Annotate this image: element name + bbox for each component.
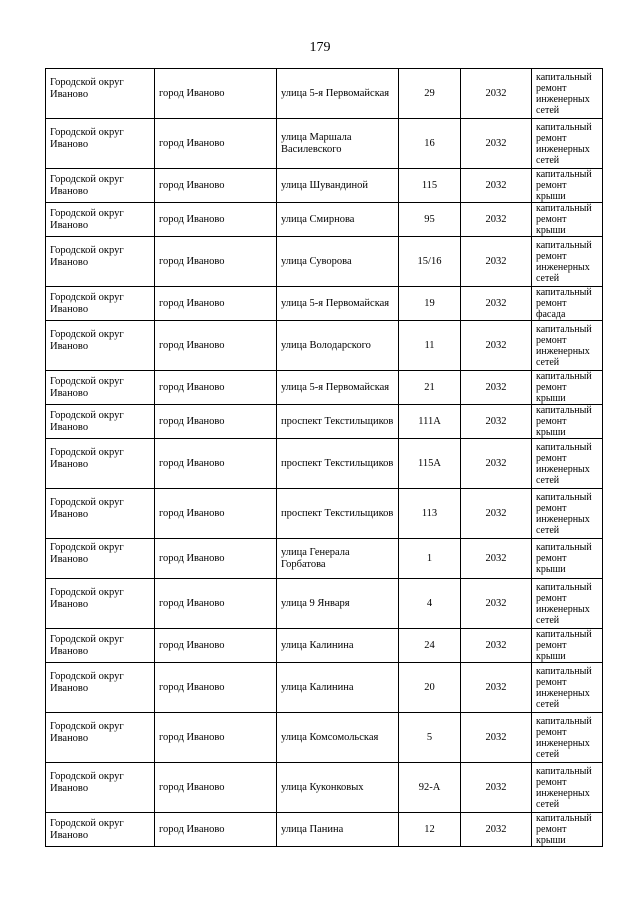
house-cell: 16 — [399, 119, 461, 169]
street-cell: улица 5-я Первомайская — [277, 287, 399, 321]
table-row — [46, 713, 603, 763]
city-cell: город Иваново — [155, 169, 277, 203]
house-cell: 24 — [399, 629, 461, 663]
table-row — [46, 371, 603, 405]
table-row — [46, 69, 603, 119]
city-cell: город Иваново — [155, 629, 277, 663]
table-row — [46, 203, 603, 237]
street-cell: улица Маршала Василевского — [277, 119, 399, 169]
okrug-cell: Городской округ Иваново — [46, 713, 155, 763]
okrug-cell: Городской округ Иваново — [46, 169, 155, 203]
street-cell: проспект Текстильщиков — [277, 405, 399, 439]
okrug-cell: Городской округ Иваново — [46, 539, 155, 579]
street-cell: улица 5-я Первомайская — [277, 371, 399, 405]
year-cell: 2032 — [461, 663, 532, 713]
city-cell: город Иваново — [155, 489, 277, 539]
house-cell: 1 — [399, 539, 461, 579]
table-row — [46, 579, 603, 629]
year-cell: 2032 — [461, 579, 532, 629]
year-cell: 2032 — [461, 489, 532, 539]
street-cell: улица Смирнова — [277, 203, 399, 237]
okrug-cell: Городской округ Иваново — [46, 287, 155, 321]
year-cell: 2032 — [461, 713, 532, 763]
city-cell: город Иваново — [155, 69, 277, 119]
street-cell: улица Комсомольская — [277, 713, 399, 763]
work-type-cell: капитальный ремонт инженерных сетей — [532, 439, 603, 489]
okrug-cell: Городской округ Иваново — [46, 813, 155, 847]
table-row — [46, 629, 603, 663]
city-cell: город Иваново — [155, 663, 277, 713]
city-cell: город Иваново — [155, 321, 277, 371]
street-cell: проспект Текстильщиков — [277, 439, 399, 489]
okrug-cell: Городской округ Иваново — [46, 203, 155, 237]
city-cell: город Иваново — [155, 579, 277, 629]
table-row — [46, 813, 603, 847]
okrug-cell: Городской округ Иваново — [46, 371, 155, 405]
year-cell: 2032 — [461, 287, 532, 321]
work-type-cell: капитальный ремонт инженерных сетей — [532, 119, 603, 169]
work-type-cell: капитальный ремонт крыши — [532, 813, 603, 847]
work-type-cell: капитальный ремонт инженерных сетей — [532, 663, 603, 713]
street-cell: улица Володарского — [277, 321, 399, 371]
year-cell: 2032 — [461, 763, 532, 813]
work-type-cell: капитальный ремонт крыши — [532, 203, 603, 237]
okrug-cell: Городской округ Иваново — [46, 663, 155, 713]
year-cell: 2032 — [461, 119, 532, 169]
year-cell: 2032 — [461, 203, 532, 237]
okrug-cell: Городской округ Иваново — [46, 489, 155, 539]
city-cell: город Иваново — [155, 539, 277, 579]
table-row — [46, 237, 603, 287]
work-type-cell: капитальный ремонт инженерных сетей — [532, 763, 603, 813]
work-type-cell: капитальный ремонт крыши — [532, 405, 603, 439]
table-row — [46, 489, 603, 539]
house-cell: 115 — [399, 169, 461, 203]
table-row — [46, 287, 603, 321]
table-row — [46, 169, 603, 203]
year-cell: 2032 — [461, 371, 532, 405]
year-cell: 2032 — [461, 439, 532, 489]
house-cell: 92-А — [399, 763, 461, 813]
city-cell: город Иваново — [155, 119, 277, 169]
work-type-cell: капитальный ремонт фасада — [532, 287, 603, 321]
work-type-cell: капитальный ремонт инженерных сетей — [532, 489, 603, 539]
table-row — [46, 663, 603, 713]
city-cell: город Иваново — [155, 763, 277, 813]
city-cell: город Иваново — [155, 813, 277, 847]
house-cell: 113 — [399, 489, 461, 539]
page-number: 179 — [309, 40, 331, 55]
street-cell: улица Шувандиной — [277, 169, 399, 203]
work-type-cell: капитальный ремонт инженерных сетей — [532, 713, 603, 763]
work-type-cell: капитальный ремонт крыши — [532, 539, 603, 579]
city-cell: город Иваново — [155, 405, 277, 439]
house-cell: 20 — [399, 663, 461, 713]
table-row — [46, 321, 603, 371]
street-cell: улица 9 Января — [277, 579, 399, 629]
table-row — [46, 763, 603, 813]
house-cell: 21 — [399, 371, 461, 405]
city-cell: город Иваново — [155, 287, 277, 321]
street-cell: улица Калинина — [277, 663, 399, 713]
okrug-cell: Городской округ Иваново — [46, 69, 155, 119]
work-type-cell: капитальный ремонт инженерных сетей — [532, 237, 603, 287]
okrug-cell: Городской округ Иваново — [46, 763, 155, 813]
house-cell: 4 — [399, 579, 461, 629]
street-cell: улица 5-я Первомайская — [277, 69, 399, 119]
street-cell: улица Куконковых — [277, 763, 399, 813]
work-type-cell: капитальный ремонт инженерных сетей — [532, 69, 603, 119]
city-cell: город Иваново — [155, 439, 277, 489]
okrug-cell: Городской округ Иваново — [46, 405, 155, 439]
work-type-cell: капитальный ремонт крыши — [532, 169, 603, 203]
street-cell: улица Панина — [277, 813, 399, 847]
year-cell: 2032 — [461, 629, 532, 663]
year-cell: 2032 — [461, 69, 532, 119]
okrug-cell: Городской округ Иваново — [46, 237, 155, 287]
city-cell: город Иваново — [155, 713, 277, 763]
okrug-cell: Городской округ Иваново — [46, 629, 155, 663]
year-cell: 2032 — [461, 813, 532, 847]
table-row — [46, 539, 603, 579]
year-cell: 2032 — [461, 405, 532, 439]
table-row — [46, 405, 603, 439]
table-row — [46, 119, 603, 169]
city-cell: город Иваново — [155, 371, 277, 405]
house-cell: 19 — [399, 287, 461, 321]
okrug-cell: Городской округ Иваново — [46, 321, 155, 371]
house-cell: 11 — [399, 321, 461, 371]
okrug-cell: Городской округ Иваново — [46, 119, 155, 169]
house-cell: 5 — [399, 713, 461, 763]
year-cell: 2032 — [461, 539, 532, 579]
house-cell: 29 — [399, 69, 461, 119]
okrug-cell: Городской округ Иваново — [46, 439, 155, 489]
house-cell: 12 — [399, 813, 461, 847]
city-cell: город Иваново — [155, 237, 277, 287]
house-cell: 15/16 — [399, 237, 461, 287]
street-cell: улица Суворова — [277, 237, 399, 287]
work-type-cell: капитальный ремонт инженерных сетей — [532, 321, 603, 371]
work-type-cell: капитальный ремонт крыши — [532, 371, 603, 405]
house-cell: 95 — [399, 203, 461, 237]
city-cell: город Иваново — [155, 203, 277, 237]
repair-schedule-table — [45, 68, 603, 847]
year-cell: 2032 — [461, 321, 532, 371]
street-cell: улица Калинина — [277, 629, 399, 663]
work-type-cell: капитальный ремонт крыши — [532, 629, 603, 663]
year-cell: 2032 — [461, 237, 532, 287]
street-cell: проспект Текстильщиков — [277, 489, 399, 539]
house-cell: 111А — [399, 405, 461, 439]
table-row — [46, 439, 603, 489]
year-cell: 2032 — [461, 169, 532, 203]
street-cell: улица Генерала Горбатова — [277, 539, 399, 579]
house-cell: 115А — [399, 439, 461, 489]
work-type-cell: капитальный ремонт инженерных сетей — [532, 579, 603, 629]
okrug-cell: Городской округ Иваново — [46, 579, 155, 629]
